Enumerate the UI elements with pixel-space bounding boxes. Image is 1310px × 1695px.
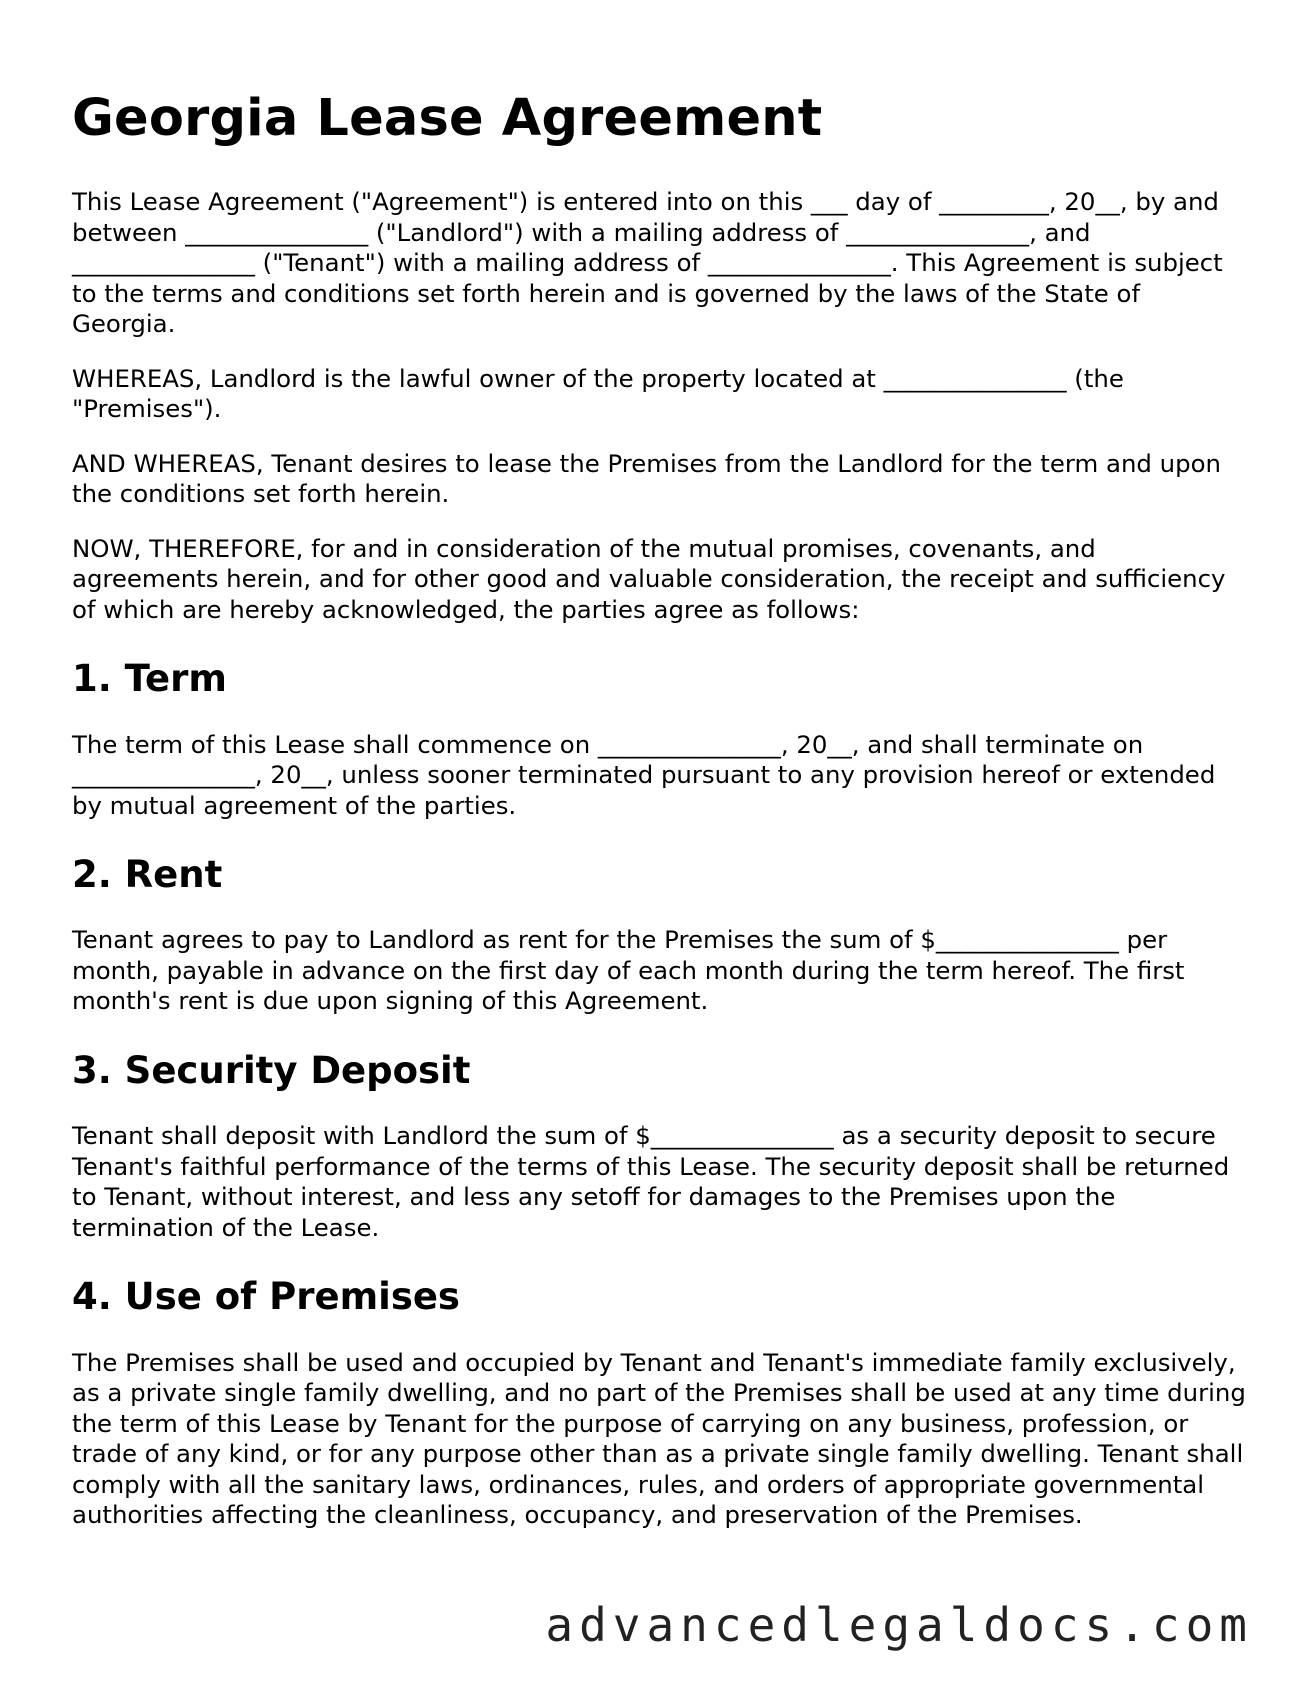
document-page	[72, 88, 1247, 1555]
section-text-rent: Tenant agrees to pay to Landlord as rent for the Premises the sum of $_______________ per month, payable in advance on the first day of each month during the term hereof. The first month's rent is due upon signing of this Agreement.	[72, 925, 1185, 1016]
and-whereas-paragraph: AND WHEREAS, Tenant desires to lease the Premises from the Landlord for the term and upon the conditions set forth herein.	[72, 448, 1221, 509]
section-heading-use-of-premises: 4. Use of Premises	[72, 1275, 460, 1319]
whereas-paragraph: WHEREAS, Landlord is the lawful owner of the property located at _______________ (the "Premises").	[72, 363, 1124, 424]
section-heading-rent: 2. Rent	[72, 853, 223, 897]
section-text-use-of-premises: The Premises shall be used and occupied by Tenant and Tenant's immediate family exclusively, as a private single family dwelling, and no part of the Premises shall be used at any time during the term of this Lease by Tenant for the purpose of carrying on any business, profession, or trade of any kind, or for any purpose other than as a private single family dwelling. Tenant shall comply with all the sanitary laws, ordinances, rules, and orders of appropriate governmental authorities affecting the cleanliness, occupancy, and preservation of the Premises.	[72, 1347, 1246, 1530]
intro-paragraph: This Lease Agreement ("Agreement") is entered into on this ___ day of _________, 20__, by and between _______________ ("Landlord") with a mailing address of _______________, and _______________ ("Tenant") with a mailing address of _______________. This Agreement is subject to the terms and conditions set forth herein and is governed by the laws of the State of Georgia.	[72, 187, 1223, 339]
section-text-security-deposit: Tenant shall deposit with Landlord the sum of $_______________ as a security deposit to secure Tenant's faithful performance of the terms of this Lease. The security deposit shall be returned to Tenant, without interest, and less any setoff for damages to the Premises upon the termination of the Lease.	[72, 1121, 1230, 1242]
document-title: Georgia Lease Agreement	[72, 89, 823, 148]
section-heading-term: 1. Term	[72, 657, 227, 701]
section-text-term: The term of this Lease shall commence on _______________, 20__, and shall terminate on _______________, 20__, unless sooner terminated pursuant to any provision hereof or extended by mutual agreement of the parties.	[72, 729, 1216, 820]
section-heading-security-deposit: 3. Security Deposit	[72, 1048, 471, 1092]
now-therefore-paragraph: NOW, THEREFORE, for and in consideration of the mutual promises, covenants, and agreements herein, and for other good and valuable consideration, the receipt and sufficiency of which are hereby acknowledged, the parties agree as follows:	[72, 533, 1226, 624]
watermark: advancedlegaldocs.com	[545, 1598, 1253, 1652]
